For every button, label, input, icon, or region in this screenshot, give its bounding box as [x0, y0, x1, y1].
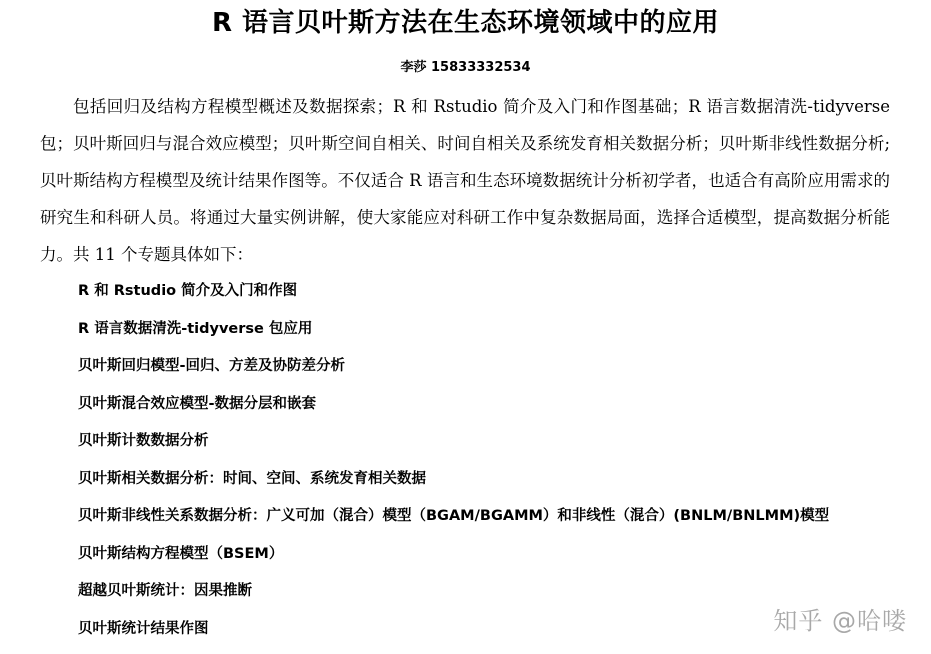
topic-item: 超越贝叶斯统计：因果推断 — [78, 583, 252, 599]
topic-item: 贝叶斯计数数据分析 — [78, 433, 209, 449]
topic-item: 贝叶斯相关数据分析：时间、空间、系统发育相关数据 — [78, 470, 426, 487]
topic-item: 贝叶斯回归模型-回归、方差及协防差分析 — [78, 358, 346, 374]
topic-item: R 和 Rstudio 简介及入门和作图 — [78, 283, 298, 299]
author-contact: 李莎 15833332534 — [400, 60, 531, 75]
topic-item: 贝叶斯统计结果作图 — [78, 620, 209, 637]
document-title: R 语言贝叶斯方法在生态环境领域中的应用 — [211, 8, 720, 38]
zhihu-watermark: 知乎 @哈喽 — [773, 607, 907, 635]
topic-list — [78, 273, 908, 648]
topic-item: R 语言数据清洗-tidyverse 包应用 — [78, 320, 313, 337]
topic-item: 贝叶斯混合效应模型-数据分层和嵌套 — [78, 395, 317, 412]
topic-item: 贝叶斯结构方程模型（BSEM） — [78, 545, 284, 562]
intro-paragraph: 包括回归及结构方程模型概述及数据探索；R 和 Rstudio 简介及入门和作图基础；R 语言数据清洗-tidyverse 包；贝叶斯回归与混合效应模型；贝叶斯空间自相关、时间自相关及系统发育相关数据分析；贝叶斯非线性数据分析;贝叶斯结构方程模型及统计结果作图等。不仅适合 R 语言和生态环境数据统计分析初学者，也适合有高阶应用需求的研究生和科研人员。将通过大量实例讲解，使大家能应对科研工作中复杂数据局面，选择合适模型，提高数据分析能力。共 11 个专题具体如下： — [40, 97, 890, 264]
topic-item: 贝叶斯非线性关系数据分析：广义可加（混合）模型（BGAM/BGAMM）和非线性（混合）(BNLM/BNLMM)模型 — [78, 508, 830, 524]
